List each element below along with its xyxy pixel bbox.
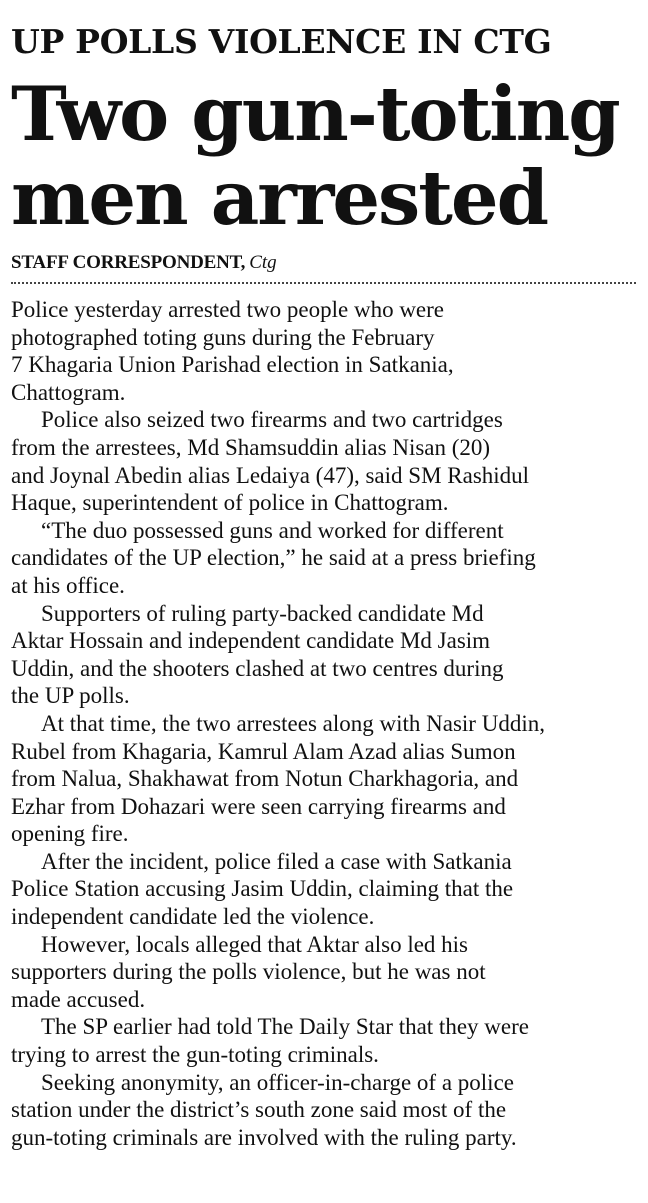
text-line: Ezhar from Dohazari were seen carrying firearms and	[11, 793, 506, 819]
byline-location: Ctg	[249, 252, 277, 273]
text-line: The SP earlier had told The Daily Star that they were	[41, 1014, 529, 1040]
paragraph	[11, 710, 636, 848]
text-line: gun-toting criminals are involved with the ruling party.	[11, 1124, 517, 1150]
text-line: candidates of the UP election,” he said at a press briefing	[11, 545, 536, 571]
text-line: and Joynal Abedin alias Ledaiya (47), said SM Rashidul	[11, 462, 530, 488]
text-line: Haque, superintendent of police in Chattogram.	[11, 490, 449, 516]
byline	[11, 250, 636, 276]
headline	[11, 72, 636, 240]
paragraph	[11, 1013, 636, 1068]
paragraph	[11, 931, 636, 1014]
text-line: opening fire.	[11, 821, 129, 847]
paragraph	[11, 600, 636, 710]
text-line: Seeking anonymity, an officer-in-charge of a police	[41, 1069, 514, 1095]
paragraph	[11, 517, 636, 600]
headline-line: men arrested	[11, 154, 548, 242]
text-line: Police also seized two firearms and two cartridges	[41, 407, 503, 433]
text-line: made accused.	[11, 986, 146, 1012]
text-line: At that time, the two arrestees along with Nasir Uddin,	[41, 710, 545, 736]
text-line: However, locals alleged that Aktar also led his	[41, 931, 469, 957]
text-line: Chattogram.	[11, 379, 126, 405]
text-line: supporters during the polls violence, but he was not	[11, 959, 486, 985]
article-body	[11, 296, 636, 1151]
dotted-divider	[11, 282, 636, 284]
text-line: Police yesterday arrested two people who were	[11, 297, 445, 322]
text-line: Aktar Hossain and independent candidate Md Jasim	[11, 628, 491, 654]
text-line: station under the district’s south zone said most of the	[11, 1097, 507, 1123]
text-line: from the arrestees, Md Shamsuddin alias Nisan (20)	[11, 434, 491, 460]
text-line: trying to arrest the gun-toting criminals.	[11, 1042, 379, 1068]
kicker: UP POLLS VIOLENCE IN CTG	[11, 22, 552, 61]
byline-author: STAFF CORRESPONDENT,	[11, 252, 246, 273]
text-line: from Nalua, Shakhawat from Notun Charkhagoria, and	[11, 766, 519, 792]
text-line: Police Station accusing Jasim Uddin, claiming that the	[11, 876, 514, 902]
text-line: photographed toting guns during the February	[11, 324, 435, 350]
text-line: independent candidate led the violence.	[11, 904, 375, 930]
paragraph	[11, 406, 636, 516]
headline-line: Two gun-toting	[11, 70, 619, 158]
text-line: Uddin, and the shooters clashed at two centres during	[11, 655, 504, 681]
text-line: the UP polls.	[11, 683, 130, 709]
text-line: Supporters of ruling party-backed candidate Md	[41, 600, 484, 626]
text-line: 7 Khagaria Union Parishad election in Satkania,	[11, 352, 454, 378]
text-line: Rubel from Khagaria, Kamrul Alam Azad alias Sumon	[11, 738, 516, 764]
text-line: After the incident, police filed a case with Satkania	[41, 848, 512, 874]
paragraph	[11, 296, 636, 406]
text-line: “The duo possessed guns and worked for different	[41, 517, 504, 543]
paragraph	[11, 1069, 636, 1152]
paragraph	[11, 848, 636, 931]
text-line: at his office.	[11, 572, 125, 598]
